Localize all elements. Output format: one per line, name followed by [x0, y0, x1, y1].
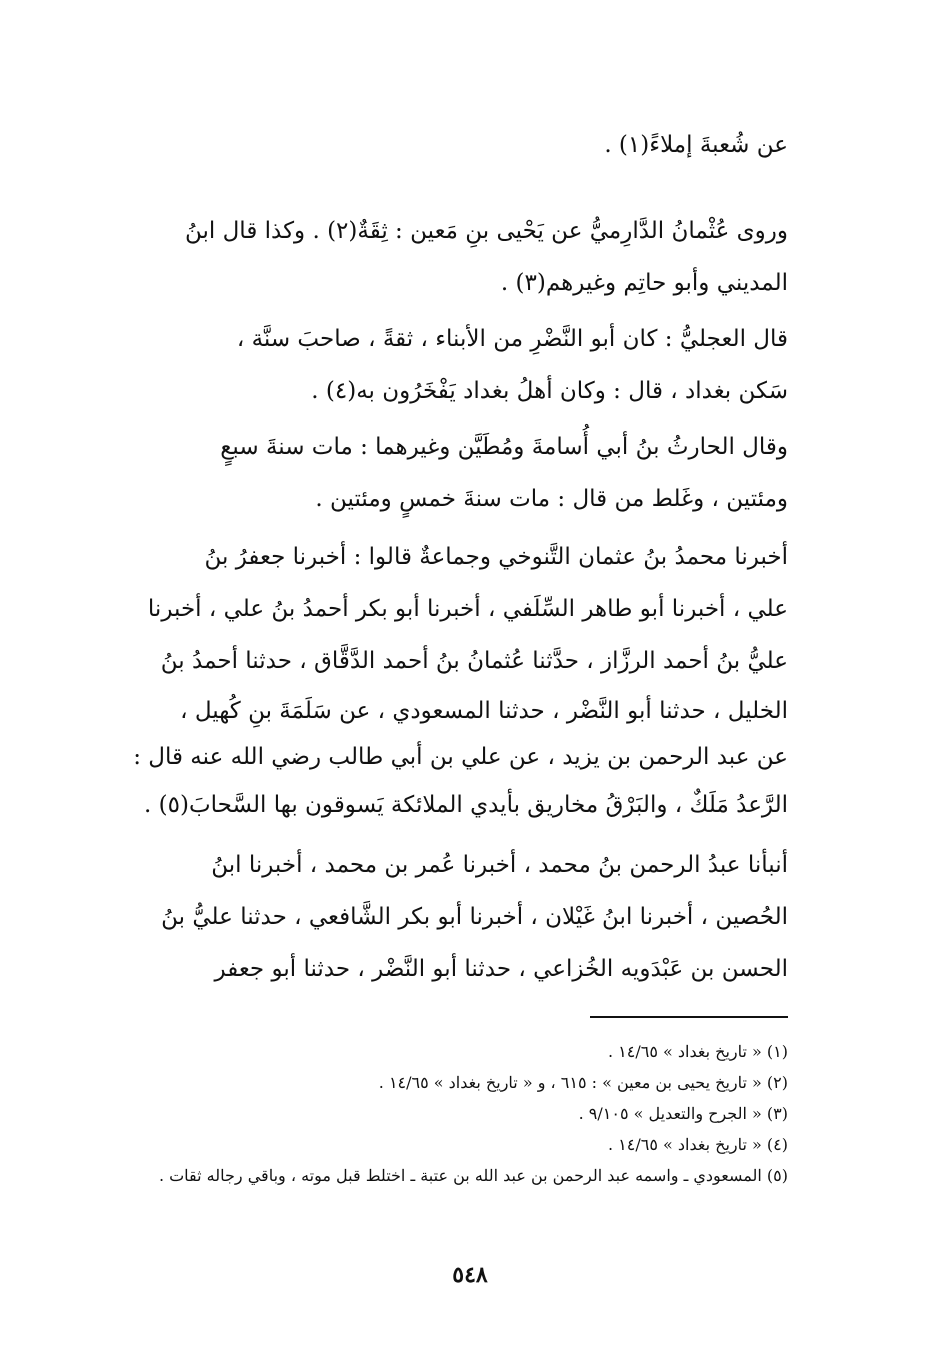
- text-line: عن شُعبةَ إملاءً(١) .: [604, 132, 788, 158]
- footnotes: [128, 1036, 788, 1191]
- footnote-3: (٣) « الجرح والتعديل » ٩/١٠٥ .: [578, 1104, 788, 1123]
- text-line: أنبأنا عبدُ الرحمن بنُ محمد ، أخبرنا عُمر بن محمد ، أخبرنا ابنُ: [211, 852, 788, 878]
- footnote-1: (١) « تاريخ بغداد » ١٤/٦٥ .: [607, 1042, 788, 1061]
- text-line: سَكن بغداد ، قال : وكان أهلُ بغداد يَفْخَرُون به(٤) .: [311, 378, 788, 404]
- footnote-4: (٤) « تاريخ بغداد » ١٤/٦٥ .: [607, 1135, 788, 1154]
- text-line: علي ، أخبرنا أبو طاهر السِّلَفي ، أخبرنا أبو بكر أحمدُ بنُ علي ، أخبرنا: [147, 596, 788, 622]
- page-number: ٥٤٨: [452, 1262, 488, 1288]
- text-line: عليُّ بنُ أحمد الرزَّاز ، حدَّثنا عُثمانُ بنُ أحمد الدَّقَّاق ، حدثنا أحمدُ بنُ: [160, 648, 788, 674]
- text-line: عن عبد الرحمن بن يزيد ، عن علي بن أبي طالب رضي الله عنه قال :: [133, 744, 788, 770]
- text-line: ومئتين ، وغَلط من قال : مات سنةَ خمسٍ ومئتين .: [315, 486, 788, 512]
- text-line: الحُصين ، أخبرنا ابنُ غَيْلان ، أخبرنا أبو بكر الشَّافعي ، حدثنا عليُّ بنُ: [161, 904, 788, 930]
- text-line: الرَّعدُ مَلَكٌ ، والبَرْقُ مخاريق بأيدي الملائكة يَسوقون بها السَّحابَ(٥) .: [144, 792, 788, 818]
- text-line: الحسن بن عَبْدَويه الخُزاعي ، حدثنا أبو النَّضْر ، حدثنا أبو جعفر: [214, 956, 788, 982]
- text-line: أخبرنا محمدُ بنُ عثمان التَّنوخي وجماعةٌ قالوا : أخبرنا جعفرُ بنُ: [204, 544, 788, 570]
- footnote-5: (٥) المسعودي ـ واسمه عبد الرحمن بن عبد الله بن عتبة ـ اختلط قبل موته ، وباقي رجاله ثقات .: [158, 1166, 788, 1185]
- text-line: وقال الحارثُ بنُ أبي أُسامةَ ومُطَيَّن وغيرهما : مات سنةَ سبعٍ: [220, 434, 788, 460]
- footnote-2: (٢) « تاريخ يحيى بن معين » : ٦١٥ ، و « تاريخ بغداد » ١٤/٦٥ .: [378, 1073, 788, 1092]
- text-line: المديني وأبو حاتِم وغيرهم(٣) .: [500, 270, 788, 296]
- text-line: الخليل ، حدثنا أبو النَّضْر ، حدثنا المسعودي ، عن سَلَمَةَ بنِ كُهيل ،: [180, 698, 788, 724]
- footnote-separator: [590, 1016, 788, 1018]
- text-line: وروى عُثْمانُ الدَّارِميُّ عن يَحْيى بنِ مَعين : ثِقَةٌ(٢) . وكذا قال ابنُ: [184, 218, 788, 244]
- text-line: قال العجليُّ : كان أبو النَّضْرِ من الأبناء ، ثقةً ، صاحبَ سنَّة ،: [236, 326, 788, 352]
